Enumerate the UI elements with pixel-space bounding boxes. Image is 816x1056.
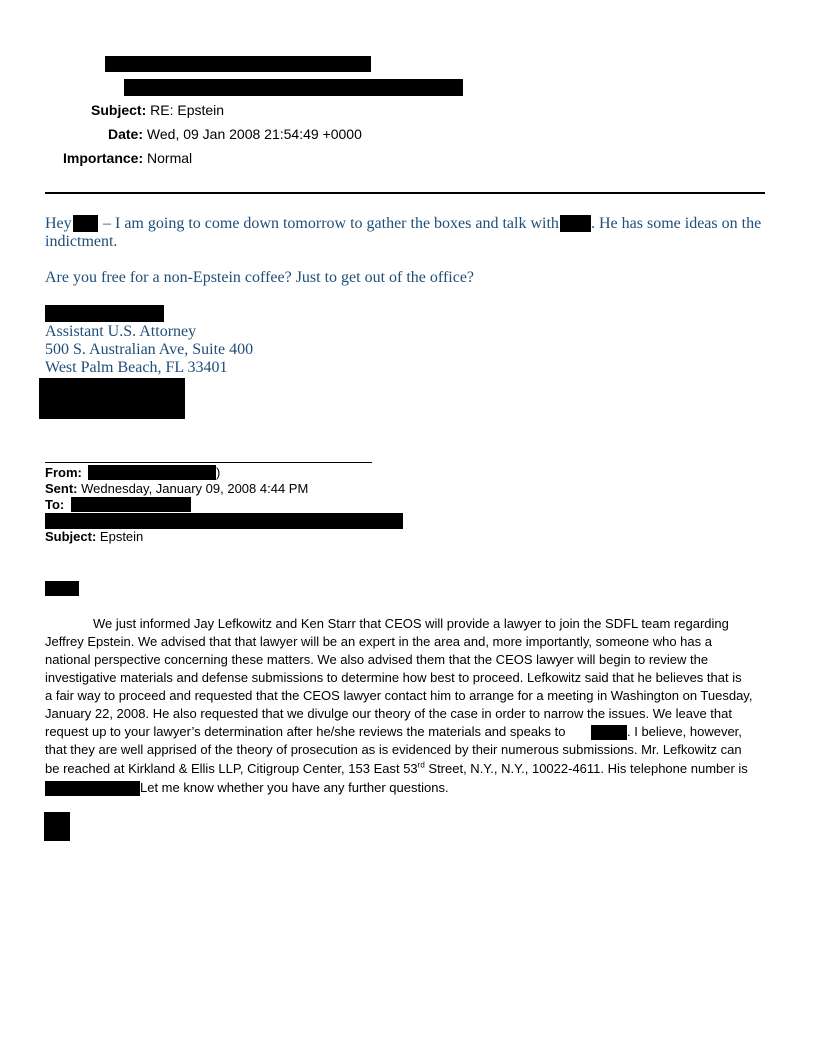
fwd-subject-value: Epstein [99, 529, 144, 544]
signature-address-1: 500 S. Australian Ave, Suite 400 [45, 341, 254, 358]
subject-label: Subject: [91, 102, 147, 118]
fwd-from-row [45, 465, 82, 481]
date-value: Wed, 09 Jan 2008 21:54:49 +0000 [146, 126, 362, 142]
message-line-9 [45, 760, 748, 778]
redacted-signature-name [45, 305, 164, 322]
redacted-name-2 [591, 725, 627, 740]
redacted-fwd-cc [45, 513, 403, 529]
importance-label: Importance: [63, 150, 144, 166]
redacted-salutation [45, 581, 79, 596]
message-line-7 [45, 723, 566, 741]
message-line-10: Let me know whether you have any further questions. [140, 780, 449, 795]
message-line-9-text: be reached at Kirkland & Ellis LLP, Citigroup Center, 153 East 53 [45, 761, 418, 776]
redacted-phone-number [45, 781, 140, 796]
fwd-from-tail: ) [216, 465, 221, 480]
message-line-5: a fair way to proceed and requested that the CEOS lawyer contact him to arrange for a meeting in Washington on Tuesday, [45, 688, 753, 703]
fwd-to-label: To: [45, 497, 65, 512]
reply-line-1 [45, 215, 72, 233]
forward-divider [45, 462, 372, 463]
message-line-8: that they are well apprised of the theory of prosecution as is evidenced by their numerous submissions. Mr. Lefkowitz can [45, 742, 742, 757]
signature-title: Assistant U.S. Attorney [45, 323, 197, 340]
message-line-1: We just informed Jay Lefkowitz and Ken Starr that CEOS will provide a lawyer to join the SDFL team regarding [93, 616, 729, 631]
reply-line-1-cont [103, 215, 559, 233]
date-label: Date: [108, 126, 144, 142]
redacted-name-1 [560, 215, 591, 232]
fwd-sent-value: Wednesday, January 09, 2008 4:44 PM [81, 481, 309, 496]
redacted-fwd-from [88, 465, 216, 480]
reply-line-3: Are you free for a non-Epstein coffee? Just to get out of the office? [45, 269, 475, 286]
redacted-recipient-name [73, 215, 98, 232]
fwd-to-row [45, 497, 64, 513]
redacted-to-line [124, 79, 463, 96]
fwd-sent-label: Sent: [45, 481, 78, 496]
redacted-from-line [105, 56, 371, 72]
message-line-2: Jeffrey Epstein. We advised that that lawyer will be an expert in the area and, more importantly, someone who has a [45, 634, 712, 649]
fwd-subject-row [45, 529, 143, 545]
message-line-7-end: . I believe, however, [627, 724, 742, 739]
fwd-from-label: From: [45, 465, 82, 480]
subject-row [91, 102, 224, 118]
redacted-closing-signature [44, 812, 70, 841]
header-divider [45, 192, 765, 194]
reply-line-1-end [591, 215, 761, 233]
redacted-fwd-to [71, 497, 191, 512]
ordinal-suffix: rd [417, 760, 425, 770]
signature-address-2: West Palm Beach, FL 33401 [45, 359, 228, 376]
fwd-sent-row [45, 481, 308, 497]
subject-value: RE: Epstein [150, 102, 225, 118]
date-row [108, 126, 362, 142]
reply-greeting: Hey [45, 215, 72, 232]
message-line-6: January 22, 2008. He also requested that we divulge our theory of the case in order to narrow the issues. We leave that [45, 706, 732, 721]
fwd-subject-label: Subject: [45, 529, 97, 544]
reply-line-1-text: – I am going to come down tomorrow to gather the boxes and talk with [103, 215, 559, 232]
message-line-9-text-b: Street, N.Y., N.Y., 10022-4611. His telephone number is [424, 761, 748, 776]
redacted-signature-contact [39, 378, 185, 419]
message-line-7-text: request up to your lawyer’s determination after he/she reviews the materials and speaks to [45, 724, 566, 739]
importance-value: Normal [147, 150, 193, 166]
reply-line-1-end-text: . He has some ideas on the [591, 215, 762, 232]
importance-row [63, 150, 192, 166]
message-line-4: investigative materials and defense submissions to determine how best to proceed. Lefkowitz said that he believes that is [45, 670, 742, 685]
message-line-3: national perspective concerning these matters. We also advised them that the CEOS lawyer will begin to review the [45, 652, 709, 667]
reply-line-2: indictment. [45, 233, 118, 250]
